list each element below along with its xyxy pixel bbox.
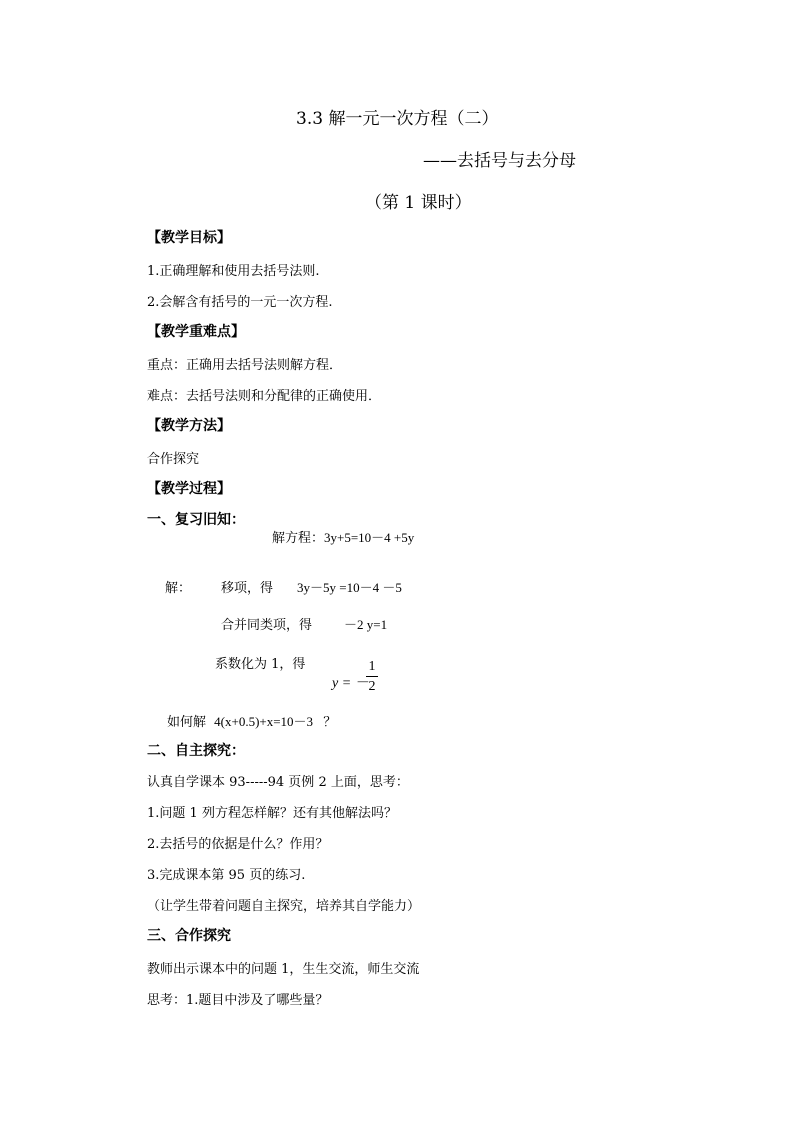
cooperate-think: 思考：1.题目中涉及了哪些量？ xyxy=(147,993,329,1008)
self-explore-heading: 二、自主探究： xyxy=(147,743,245,759)
self-explore-item: 2.去括号的依据是什么？作用？ xyxy=(147,837,329,852)
equation-expression: 3y+5=10－4 +5y xyxy=(324,530,415,545)
step3-lhs xyxy=(332,672,369,692)
step3-lhs-text: y = － xyxy=(332,676,369,691)
process-heading: 【教学过程】 xyxy=(147,481,231,497)
key-points-heading: 【教学重难点】 xyxy=(147,324,245,340)
page-title: 3.3 解一元一次方程（二） xyxy=(296,109,499,129)
review-heading: 一、复习旧知： xyxy=(147,512,245,528)
fraction-denominator: 2 xyxy=(368,679,376,694)
self-explore-item: 3.完成课本第 95 页的练习. xyxy=(147,868,306,883)
equation-prefix: 解方程： xyxy=(272,531,325,546)
objectives-heading: 【教学目标】 xyxy=(147,230,231,246)
fraction-one-half xyxy=(366,658,378,695)
review-question xyxy=(167,711,336,730)
focus-text: 重点：正确用去括号法则解方程． xyxy=(147,358,343,373)
self-explore-item: 1.问题 1 列方程怎样解？还有其他解法吗？ xyxy=(147,806,397,821)
page-subtitle: ——去括号与去分母 xyxy=(423,151,576,171)
objective-item: 1.正确理解和使用去括号法则. xyxy=(147,264,320,279)
solve-label: 解： xyxy=(165,581,192,596)
self-explore-note: （让学生带着问题自主探究，培养其自学能力） xyxy=(147,899,421,914)
question-mark: ？ xyxy=(323,715,337,730)
step1-label: 移项，得 xyxy=(221,581,274,596)
fraction-bar xyxy=(366,676,378,677)
method-text: 合作探究 xyxy=(147,452,200,467)
self-explore-intro: 认真自学课本 93-----94 页例 2 上面，思考： xyxy=(147,775,409,790)
step3-label: 系数化为 1，得 xyxy=(215,657,306,672)
question-prefix: 如何解 xyxy=(167,715,207,730)
difficulty-text: 难点：去括号法则和分配律的正确使用． xyxy=(147,389,382,404)
review-equation xyxy=(272,527,414,546)
step1-expression: 3y－5y =10－4 －5 xyxy=(297,580,402,595)
fraction-numerator: 1 xyxy=(368,659,376,674)
step2-expression: －2 y=1 xyxy=(344,617,388,632)
lesson-label: （第 1 课时） xyxy=(365,193,472,213)
objective-item: 2.会解含有括号的一元一次方程. xyxy=(147,295,333,310)
cooperate-heading: 三、合作探究 xyxy=(147,928,231,944)
method-heading: 【教学方法】 xyxy=(147,418,231,434)
question-expression: 4(x+0.5)+x=10－3 xyxy=(214,714,314,729)
cooperate-text: 教师出示课本中的问题 1，生生交流，师生交流 xyxy=(147,962,420,977)
step2-label: 合并同类项，得 xyxy=(221,618,313,633)
